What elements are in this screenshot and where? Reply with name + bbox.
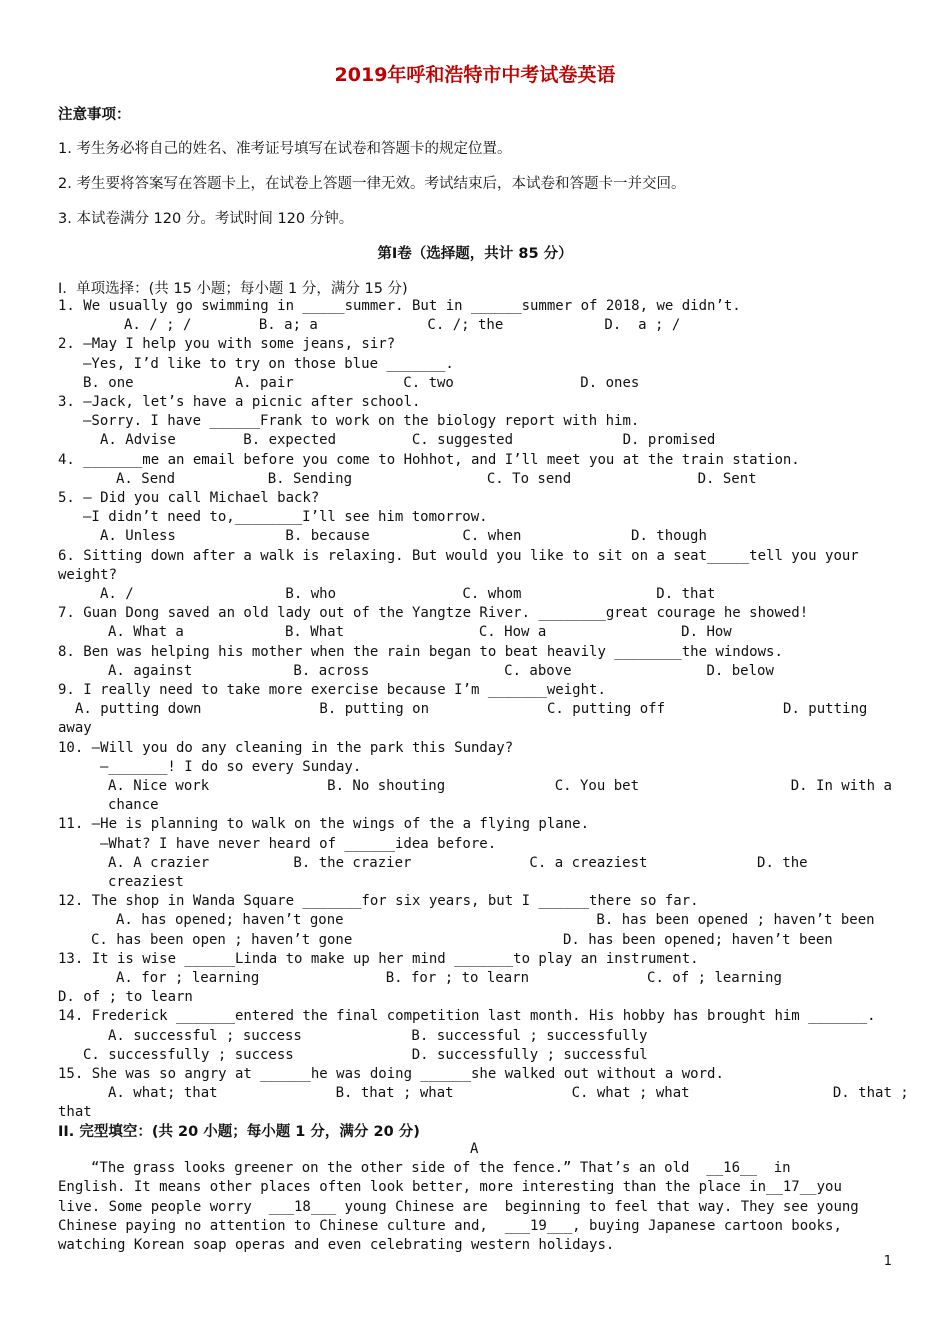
question-line: —What? I have never heard of ______idea before. bbox=[100, 835, 497, 852]
question-line: creaziest bbox=[108, 874, 184, 890]
question-line: A. against B. across C. above D. below bbox=[108, 662, 774, 679]
question-line: 12. The shop in Wanda Square _______for six years, but I ______there so far. bbox=[58, 893, 699, 910]
question-line: 8. Ben was helping his mother when the rain began to beat heavily ________the windows. bbox=[58, 643, 783, 660]
question-line: A. successful ; success B. successful ; successfully bbox=[108, 1027, 648, 1044]
question-line: A. A crazier B. the crazier C. a creaziest D. the bbox=[108, 854, 808, 871]
section2-title: II. 完型填空：(共 20 小题；每小题 1 分，满分 20 分) bbox=[58, 1124, 420, 1140]
question-line: —_______! I do so every Sunday. bbox=[100, 758, 362, 775]
question-line: A. / ; / B. a; a C. /; the D. a ; / bbox=[124, 317, 681, 334]
question-line: away bbox=[58, 720, 92, 737]
part1-title: 第Ⅰ卷（选择题，共计 85 分） bbox=[377, 246, 573, 262]
question-line: A. Unless B. because C. when D. though bbox=[100, 528, 707, 545]
question-line: A. What a B. What C. How a D. How bbox=[108, 624, 732, 641]
section1-title: I. 单项选择：(共 15 小题；每小题 1 分，满分 15 分) bbox=[58, 281, 408, 297]
question-line: C. successfully ; success D. successfully ; successful bbox=[83, 1046, 648, 1063]
passage-label: A bbox=[470, 1141, 479, 1157]
note-item: 1. 考生务必将自己的姓名、准考证号填写在试卷和答题卡的规定位置。 bbox=[58, 141, 512, 157]
question-line: 15. She was so angry at ______he was doing ______she walked out without a word. bbox=[58, 1066, 724, 1082]
passage-line: “The grass looks greener on the other side of the fence.” That’s an old __16__ in bbox=[91, 1160, 791, 1176]
question-line: —Sorry. I have ______Frank to work on the biology report with him. bbox=[83, 413, 640, 430]
question-line: C. has been open ; haven’t gone D. has been opened; haven’t been bbox=[91, 931, 833, 948]
question-line: B. one A. pair C. two D. ones bbox=[83, 374, 640, 391]
question-line: A. for ; learning B. for ; to learn C. of ; learning bbox=[116, 970, 782, 986]
question-line: 5. — Did you call Michael back? bbox=[58, 490, 320, 506]
question-line: 13. It is wise ______Linda to make up her mind _______to play an instrument. bbox=[58, 950, 699, 967]
question-line: A. Send B. Sending C. To send D. Sent bbox=[116, 470, 757, 487]
notes-heading: 注意事项： bbox=[58, 107, 131, 123]
passage-line: Chinese paying no attention to Chinese culture and, ___19___, buying Japanese cartoon books, bbox=[58, 1217, 842, 1234]
page-number: 1 bbox=[883, 1254, 892, 1269]
question-line: A. what; that B. that ; what C. what ; what D. that ; bbox=[108, 1085, 909, 1102]
passage-line: live. Some people worry ___18___ young Chinese are beginning to feel that way. They see young bbox=[58, 1198, 859, 1215]
question-line: 9. I really need to take more exercise because I’m _______weight. bbox=[58, 682, 606, 698]
question-line: weight? bbox=[58, 566, 118, 583]
note-item: 2. 考生要将答案写在答题卡上，在试卷上答题一律无效。考试结束后，本试卷和答题卡一并交回。 bbox=[58, 176, 686, 192]
question-line: that bbox=[58, 1104, 92, 1121]
question-line: 10. —Will you do any cleaning in the park this Sunday? bbox=[58, 739, 514, 756]
question-line: —I didn’t need to,________I’ll see him tomorrow. bbox=[83, 509, 488, 526]
question-line: A. has opened; haven’t gone B. has been opened ; haven’t been bbox=[116, 912, 875, 929]
question-line: 11. —He is planning to walk on the wings of the a flying plane. bbox=[58, 816, 590, 833]
question-line: chance bbox=[108, 797, 159, 814]
question-line: A. Nice work B. No shouting C. You bet D. In with a bbox=[108, 778, 892, 794]
question-line: 14. Frederick _______entered the final competition last month. His hobby has brought him _______. bbox=[58, 1008, 876, 1025]
question-line: A. putting down B. putting on C. putting off D. putting bbox=[75, 701, 868, 718]
question-line: 1. We usually go swimming in _____summer. But in ______summer of 2018, we didn’t. bbox=[58, 298, 741, 314]
question-line: 4. _______me an email before you come to Hohhot, and I’ll meet you at the train station. bbox=[58, 451, 800, 468]
question-line: A. / B. who C. whom D. that bbox=[100, 586, 716, 602]
question-line: 3. —Jack, let’s have a picnic after school. bbox=[58, 394, 421, 410]
question-line: —Yes, I’d like to try on those blue _______. bbox=[83, 355, 454, 372]
question-line: A. Advise B. expected C. suggested D. promised bbox=[100, 432, 716, 449]
question-line: 7. Guan Dong saved an old lady out of the Yangtze River. ________great courage he showed! bbox=[58, 605, 809, 622]
question-line: 6. Sitting down after a walk is relaxing. But would you like to sit on a seat_____tell you your bbox=[58, 547, 859, 564]
question-line: 2. —May I help you with some jeans, sir? bbox=[58, 336, 396, 353]
question-line: D. of ; to learn bbox=[58, 989, 193, 1006]
passage-line: English. It means other places often look better, more interesting than the place in__17__you bbox=[58, 1179, 842, 1196]
page-title: 2019年呼和浩特市中考试卷英语 bbox=[334, 64, 616, 86]
note-item: 3. 本试卷满分 120 分。考试时间 120 分钟。 bbox=[58, 211, 354, 227]
passage-line: watching Korean soap operas and even celebrating western holidays. bbox=[58, 1237, 615, 1254]
